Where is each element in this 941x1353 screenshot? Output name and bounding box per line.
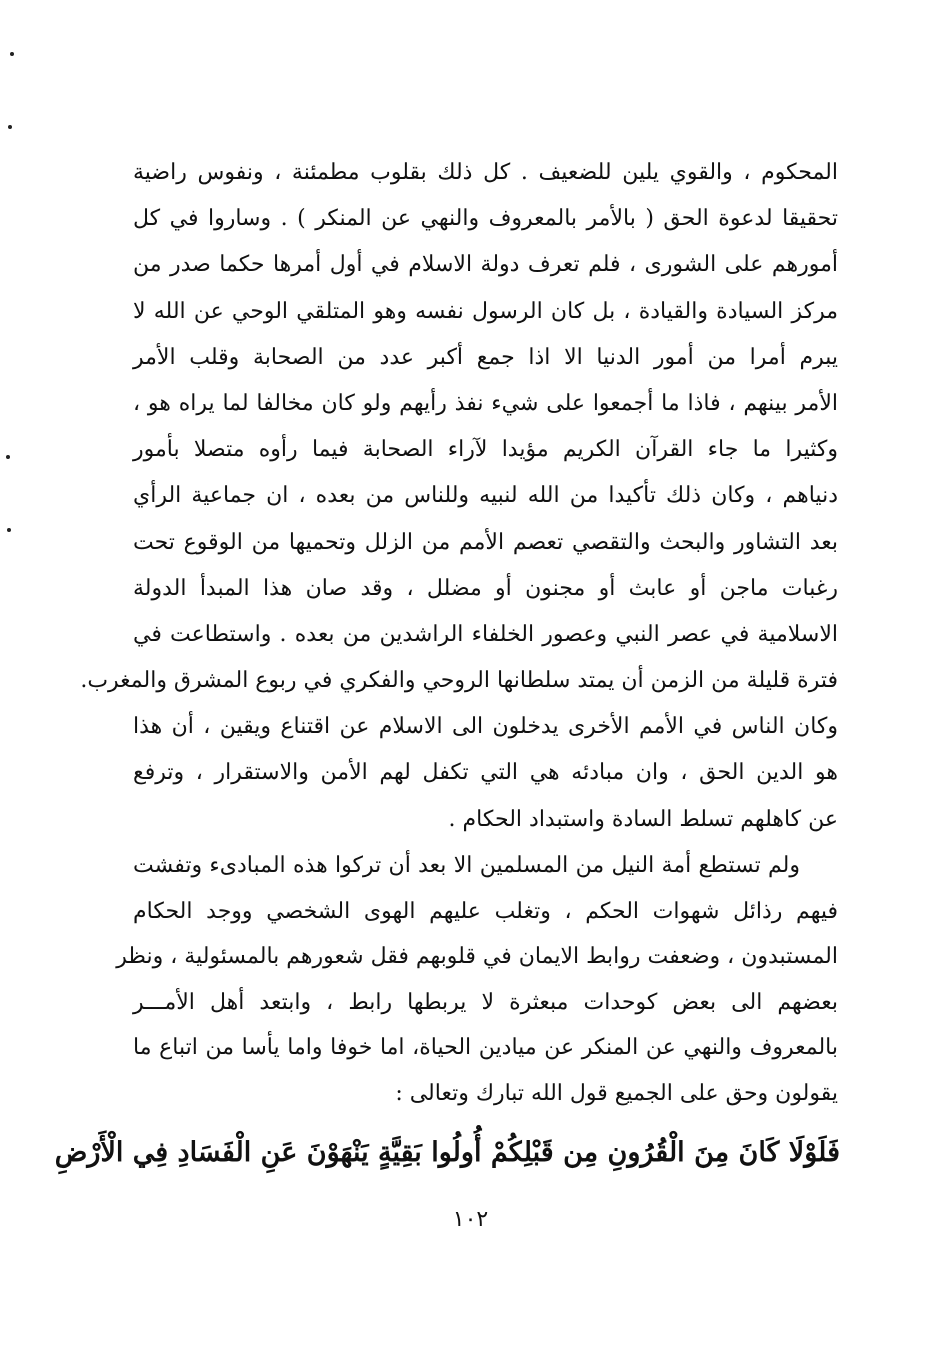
scan-dot: [6, 455, 10, 459]
text-line: ولم تستطع أمة النيل من المسلمين الا بعد أن تركوا هذه المبادىء وتفشت: [133, 853, 800, 878]
paragraph-1: [80, 150, 838, 843]
scan-dot: [8, 125, 12, 129]
text-line: المستبدون ، وضعفت روابط الايمان في قلوبهم فقل شعورهم بالمسئولية ، ونظر: [116, 944, 838, 969]
text-line: يقولون وحق على الجميع قول الله تبارك وتعالى :: [395, 1080, 838, 1106]
text-line: مركز السيادة والقيادة ، بل كان الرسول نفسه وهو المتلقي الوحي عن الله لا: [133, 298, 838, 324]
quran-verse: فَلَوْلَا كَانَ مِنَ الْقُرُونِ مِن قَبْلِكُمْ أُولُوا بَقِيَّةٍ يَنْهَوْنَ عَنِ الْفَسَادِ فِي الْأَرْضِ: [54, 1137, 840, 1168]
text-line: عن كاهلهم تسلط السادة واستبداد الحكام .: [448, 806, 838, 832]
page-number: ١٠٢: [452, 1207, 489, 1232]
paragraph-2: [116, 843, 838, 1116]
text-line: تحقيقا لدعوة الحق ( بالأمر بالمعروف والنهي عن المنكر ) . وساروا في كل: [133, 206, 838, 232]
text-line: وكان الناس في الأمم الأخرى يدخلون الى الاسلام عن اقتناع ويقين ، أن هذا: [133, 714, 838, 740]
text-line: الأمر بينهم ، فاذا ما أجمعوا على شيء نفذ رأيهم ولو كان مخالفا لما يراه هو ،: [133, 390, 838, 416]
text-line: دنياهم ، وكان ذلك تأكيدا من الله لنبيه وللناس من بعده ، ان جماعية الرأي: [133, 483, 838, 509]
text-line: فيهم رذائل شهوات الحكم ، وتغلب عليهم الهوى الشخصي ووجد الحكام: [133, 898, 838, 924]
scan-dot: [7, 528, 11, 532]
text-line: أمورهم على الشورى ، فلم تعرف دولة الاسلام في أول أمرها حكما صدر من: [133, 252, 838, 278]
text-line: الاسلامية في عصر النبي وعصور الخلفاء الراشدين من بعده . واستطاعت في: [133, 621, 838, 647]
scan-dot: [10, 52, 14, 56]
text-line: وكثيرا ما جاء القرآن الكريم مؤيدا لآراء الصحابة فيما رأوه متصلا بأمور: [133, 437, 838, 463]
text-line: بالمعروف والنهي عن المنكر عن ميادين الحياة، اما خوفا واما يأسا من اتباع ما: [133, 1035, 838, 1060]
text-line: المحكوم ، والقوي يلين للضعيف . كل ذلك بقلوب مطمئنة ، ونفوس راضية: [133, 160, 838, 185]
text-line: بعضهم الى بعض كوحدات مبعثرة لا يربطها رابط ، وابتعد أهل الأمـــر: [133, 989, 838, 1015]
text-line: فترة قليلة من الزمن أن يمتد سلطانها الروحي والفكري في ربوع المشرق والمغرب.: [80, 668, 838, 694]
text-line: يبرم أمرا من أمور الدنيا الا اذا جمع أكبر عدد من الصحابة وقلب الأمر: [133, 344, 838, 370]
text-line: بعد التشاور والبحث والتقصي تعصم الأمم من الزلل وتحميها من الوقوع تحت: [133, 529, 838, 555]
text-line: هو الدين الحق ، وان مبادئه هي التي تكفل لهم الأمن والاستقرار ، وترفع: [133, 760, 838, 786]
text-line: رغبات ماجن أو عابث أو مجنون أو مضلل ، وقد صان هذا المبدأ الدولة: [133, 575, 838, 601]
